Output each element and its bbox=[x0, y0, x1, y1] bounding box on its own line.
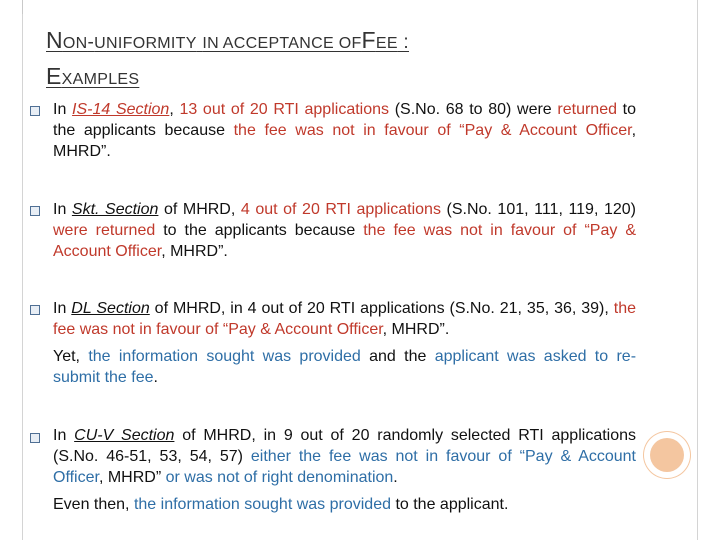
title-line-2: EXAMPLES bbox=[46, 63, 140, 89]
bullet-icon bbox=[30, 106, 40, 116]
bullet-text-4: In CU-V Section of MHRD, in 9 out of 20 randomly selected RTI applications (S.No. 46-51, 53, 54, 57) either the fee was not in favour of “Pay & Account Officer, MHRD” or was not of right denomination. Even then, the information sought was provided to the applicant. bbox=[53, 427, 637, 513]
frame-line-left bbox=[22, 14, 23, 540]
frame-line-top bbox=[22, 0, 23, 14]
bullet-icon bbox=[30, 433, 40, 443]
slide-title bbox=[46, 24, 666, 96]
title-line-1: NON-UNIFORMITY IN ACCEPTANCE OFFEE : bbox=[46, 27, 410, 53]
bullet-text-3: In DL Section of MHRD, in 4 out of 20 RTI applications (S.No. 21, 35, 36, 39), the fee was not in favour of “Pay & Account Officer, MHRD”. Yet, the information sought was provided and the applicant was asked to re-submit the fee. bbox=[53, 300, 637, 386]
bullet-icon bbox=[30, 206, 40, 216]
frame-line-right bbox=[697, 0, 698, 540]
bullet-text-2: In Skt. Section of MHRD, 4 out of 20 RTI applications (S.No. 101, 111, 119, 120) were returned to the applicants because the fee was not in favour of “Pay & Account Officer, MHRD”. bbox=[53, 201, 637, 260]
bullet-text-1: In IS-14 Section, 13 out of 20 RTI applications (S.No. 68 to 80) were returned to the applicants because the fee was not in favour of “Pay & Account Officer, MHRD”. bbox=[53, 101, 637, 160]
decorative-circle bbox=[650, 438, 684, 472]
bullet-icon bbox=[30, 305, 40, 315]
